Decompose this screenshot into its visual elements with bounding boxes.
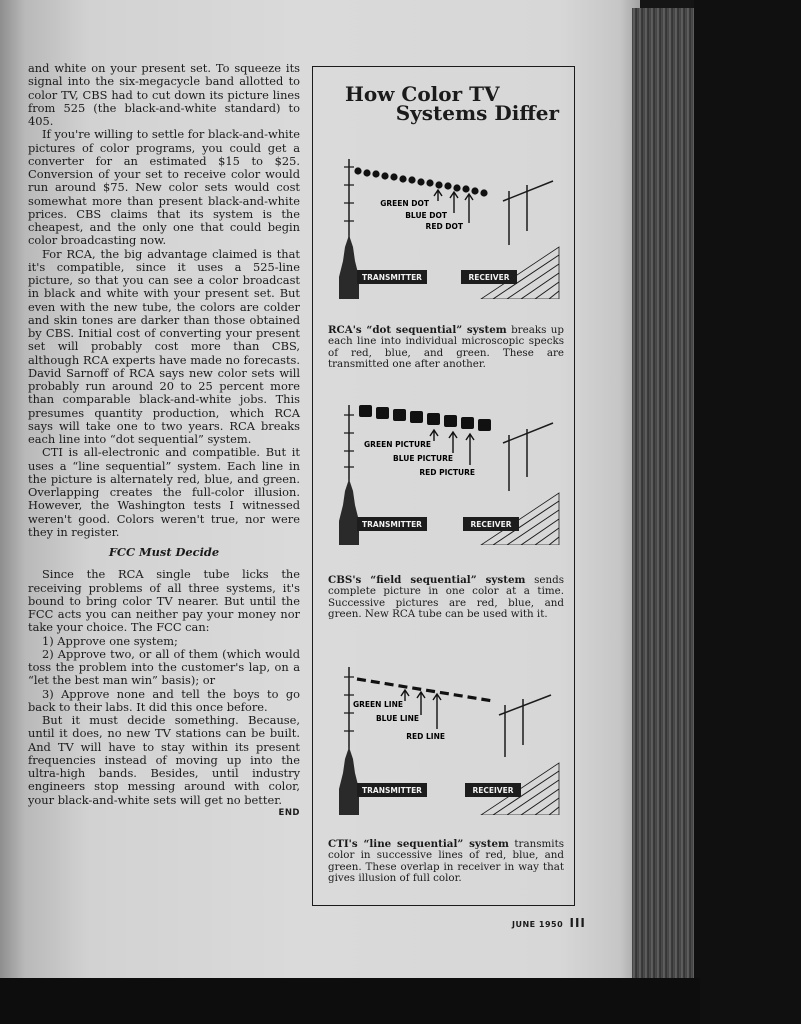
red-dot-label: RED DOT — [425, 222, 463, 231]
diagram-dot-svg — [313, 149, 573, 299]
blue-picture-label: BLUE PICTURE — [393, 454, 453, 463]
diagram-field-sequential — [313, 395, 573, 545]
issue-date: JUNE 1950 — [512, 920, 564, 929]
picture-signal-icon — [359, 405, 491, 431]
article-list-item-3: 3) Approve none and tell the boys to go back to their labs. It did this once before. — [28, 686, 300, 714]
sidebar-box — [312, 66, 575, 906]
receiver-label: RECEIVER — [468, 273, 510, 282]
book-page-edges — [632, 8, 694, 983]
end-mark: END — [278, 807, 300, 818]
receiver-label: RECEIVER — [470, 520, 512, 529]
transmitter-label: TRANSMITTER — [362, 786, 422, 795]
caption-field-bold: CBS's “field sequential” system — [328, 574, 526, 586]
dot-signal-icon — [354, 167, 487, 196]
article-paragraph-6 — [28, 713, 300, 818]
red-line-label: RED LINE — [406, 732, 445, 741]
caption-line-text: transmits color in successive lines of red, blue, and green. These overlap in receiver in way that gives illusion of full color. — [328, 838, 564, 885]
article-list-item-2: 2) Approve two, or all of them (which would toss the problem into the customer's lap, on a “let the best man win” basis); or — [28, 646, 300, 688]
transmitter-tower-icon — [339, 405, 359, 545]
transmitter-label: TRANSMITTER — [362, 520, 422, 529]
green-picture-label: GREEN PICTURE — [364, 440, 431, 449]
line-arrows-icon — [401, 690, 441, 729]
green-dot-label: GREEN DOT — [380, 199, 429, 208]
caption-field-sequential — [328, 575, 564, 621]
transmitter-label: TRANSMITTER — [362, 273, 422, 282]
article-paragraph-2: If you're willing to settle for black-and-white pictures of color programs, you could get a converter for an estimated $15 to $25. Conversion of your set to receive color would run around $75. New color sets would cost somewhat more than present black-and-white prices. CBS claims that its system is the cheapest, and the only one that could begin color broadcasting now. — [28, 127, 300, 248]
sidebar-title-line-1: How Color TV — [345, 82, 500, 106]
dark-background-right — [694, 0, 801, 1024]
red-picture-label: RED PICTURE — [419, 468, 475, 477]
diagram-line-svg — [313, 665, 573, 815]
article-column — [28, 62, 300, 820]
sidebar-title — [335, 82, 565, 125]
caption-line-bold: CTI's “line sequential” system — [328, 838, 509, 850]
article-paragraph-1: and white on your present set. To squeeze its signal into the six-megacycle band allotted to color TV, CBS had to cut down its picture lines from 525 (the black-and-white standard) to 405. — [28, 61, 300, 128]
caption-line-sequential — [328, 839, 564, 885]
caption-dot-sequential — [328, 325, 564, 371]
article-paragraph-3: For RCA, the big advantage claimed is that it's compatible, since it uses a 525-line picture, so that you can see a color broadcast in black and white with your present set. But even with the new tube, the colors are colder and skin tones are darker than those obtained by CBS. Initial cost of converting your present set will probably cost more than CBS, although RCA experts have made no forecasts. David Sarnoff of RCA says new color sets will probably run around 20 to 25 percent more than comparable black-and-white jobs. This presumes quantity production, which RCA says will take one to two years. RCA breaks each line into “dot sequential” system. — [28, 246, 300, 446]
article-subhead: FCC Must Decide — [108, 545, 220, 559]
transmitter-tower-icon — [339, 159, 359, 299]
diagram-dot-sequential — [313, 149, 573, 299]
article-paragraph-5: Since the RCA single tube licks the receiving problems of all three systems, it's bound to bring color TV nearer. But until the FCC acts you can neither pay your money nor take your choice. The FCC can: — [28, 567, 300, 635]
caption-dot-text: breaks up each line into individual microscopic specks of red, blue, and green. These are transmitted one after another. — [328, 324, 565, 371]
dark-background-bottom — [0, 978, 700, 1024]
blue-line-label: BLUE LINE — [375, 714, 419, 723]
diagram-field-svg — [313, 395, 573, 545]
page-number: III — [569, 916, 586, 930]
green-line-label: GREEN LINE — [352, 700, 403, 709]
article-paragraph-6-text: But it must decide something. Because, until it does, no new TV stations can be built. And TV will have to stay within its present frequencies instead of moving up into the ultra-high bands. Besides, until industry engineers stop messing around with color, your black-and-white sets will get no better. — [28, 713, 300, 807]
caption-field-text: sends complete picture in one color at a time. Successive pictures are red, blue, and green. New RCA tube can be used with it. — [328, 574, 564, 621]
receiver-label: RECEIVER — [472, 786, 514, 795]
page-footer — [512, 916, 586, 930]
article-list-item-1: 1) Approve one system; — [42, 633, 178, 648]
caption-dot-bold: RCA's “dot sequential” system — [328, 324, 507, 336]
transmitter-tower-icon — [339, 667, 359, 815]
sidebar-title-line-2: Systems Differ — [395, 101, 559, 125]
diagram-line-sequential — [313, 665, 573, 815]
blue-dot-label: BLUE DOT — [405, 211, 447, 220]
article-paragraph-4: CTI is all-electronic and compatible. But it uses a “line sequential” system. Each line in the picture is alternately red, blue, and green. Overlapping creates the full-color illusion. However, the Washington tests I witnessed weren't good. Colors weren't true, nor were they in register. — [28, 445, 300, 539]
